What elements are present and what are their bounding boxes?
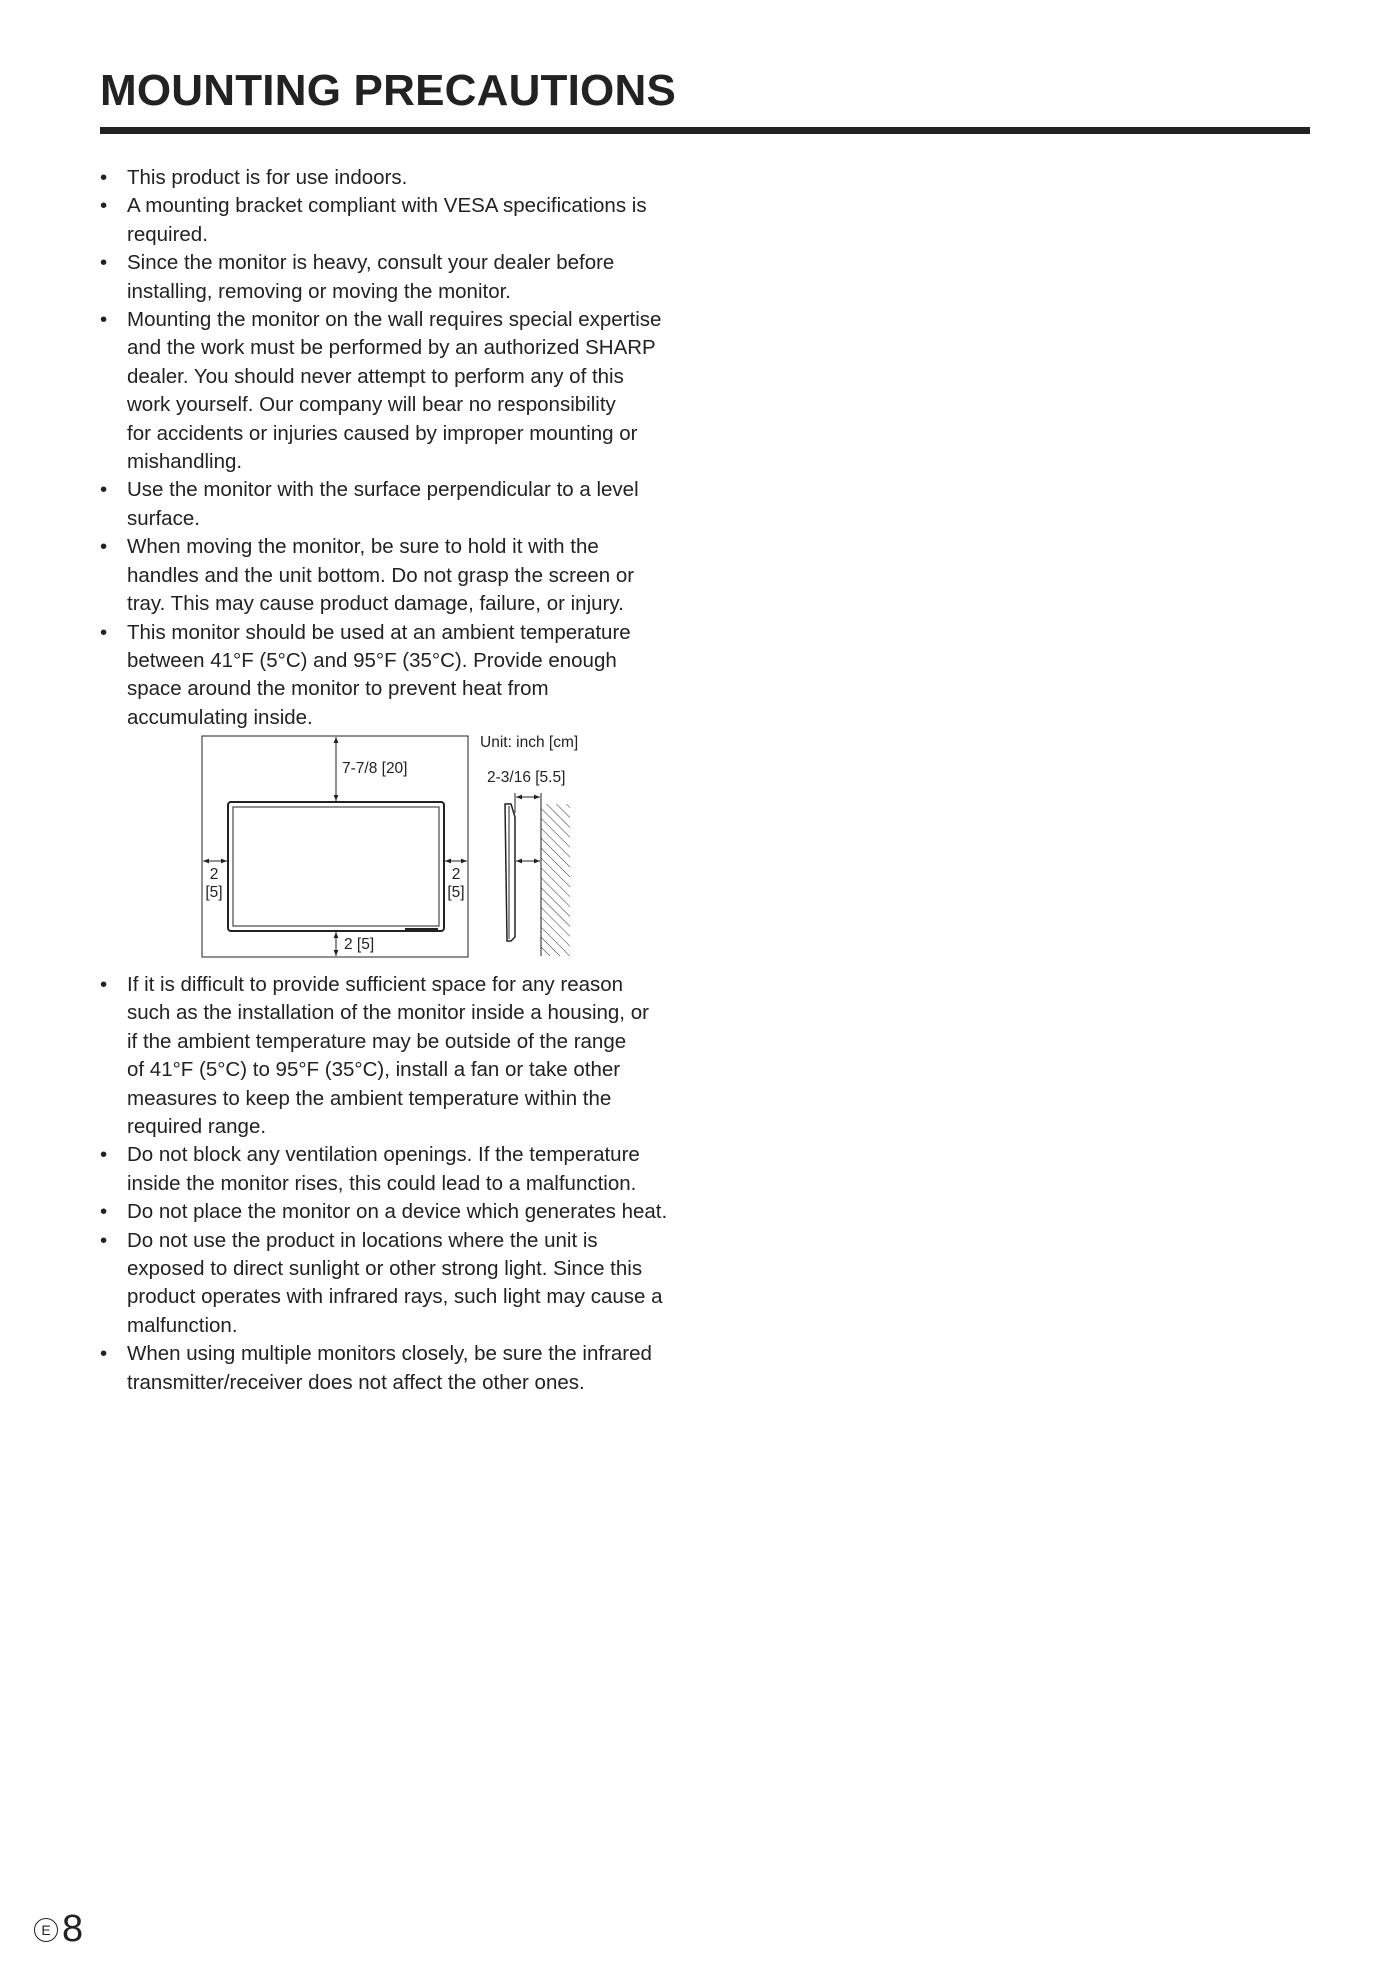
precautions-list-bottom	[100, 971, 710, 1397]
monitor-front-outline	[228, 802, 444, 931]
precaution-item: • Do not block any ventilation openings. If the temperature inside the monitor rises, this could lead to a malfunction.	[100, 1141, 710, 1198]
precaution-item: • Use the monitor with the surface perpendicular to a level surface.	[100, 476, 710, 533]
monitor-side-profile	[505, 804, 515, 941]
unit-label: Unit: inch [cm]	[480, 734, 579, 751]
page-number: 8	[62, 1908, 84, 1950]
clearance-zone	[202, 736, 468, 957]
bottom-clearance-label: 2 [5]	[344, 936, 375, 953]
wall-hatch	[541, 804, 570, 956]
precaution-item: • Do not place the monitor on a device which generates heat.	[100, 1198, 710, 1226]
right-clearance-label: 2 [5]	[447, 866, 465, 901]
left-clearance-label: 2 [5]	[205, 866, 223, 901]
wall-clearance-label: 2-3/16 [5.5]	[487, 769, 566, 786]
precaution-item: • Mounting the monitor on the wall requires special expertise and the work must be performed by an authorized SHARP dealer. You should never attempt to perform any of this work yourself. Our company will bear no responsibility for accidents or injuries caused by improper mounting or mishandling.	[100, 306, 710, 476]
precaution-item: • When moving the monitor, be sure to hold it with the handles and the unit bottom. Do not grasp the screen or tray. This may cause product damage, failure, or injury.	[100, 533, 710, 618]
page-footer	[34, 1908, 83, 1951]
precaution-item: • If it is difficult to provide sufficient space for any reason such as the installation of the monitor inside a housing, or if the ambient temperature may be outside of the range of 41°F (5°C) to 95°F (35°C), install a fan or take other measures to keep the ambient temperature within the required range.	[100, 971, 710, 1141]
precaution-item: • When using multiple monitors closely, be sure the infrared transmitter/receiver does not affect the other ones.	[100, 1340, 710, 1397]
precaution-item: • Since the monitor is heavy, consult your dealer before installing, removing or moving the monitor.	[100, 249, 710, 306]
top-clearance-label: 7-7/8 [20]	[342, 760, 408, 777]
language-mark-icon: E	[34, 1918, 58, 1942]
monitor-screen	[233, 807, 439, 926]
page-title: MOUNTING PRECAUTIONS	[100, 66, 676, 115]
precaution-item: • This monitor should be used at an ambient temperature between 41°F (5°C) and 95°F (35°C). Provide enough space around the monitor to prevent heat from accumulating inside.	[100, 619, 710, 733]
precaution-item: • This product is for use indoors.	[100, 164, 710, 192]
clearance-diagram	[190, 725, 610, 965]
precaution-item: • Do not use the product in locations where the unit is exposed to direct sunlight or other strong light. Since this product operates with infrared rays, such light may cause a malfunction.	[100, 1227, 710, 1341]
title-rule	[100, 127, 1310, 134]
precaution-item: • A mounting bracket compliant with VESA specifications is required.	[100, 192, 710, 249]
precautions-list-top	[100, 164, 710, 732]
